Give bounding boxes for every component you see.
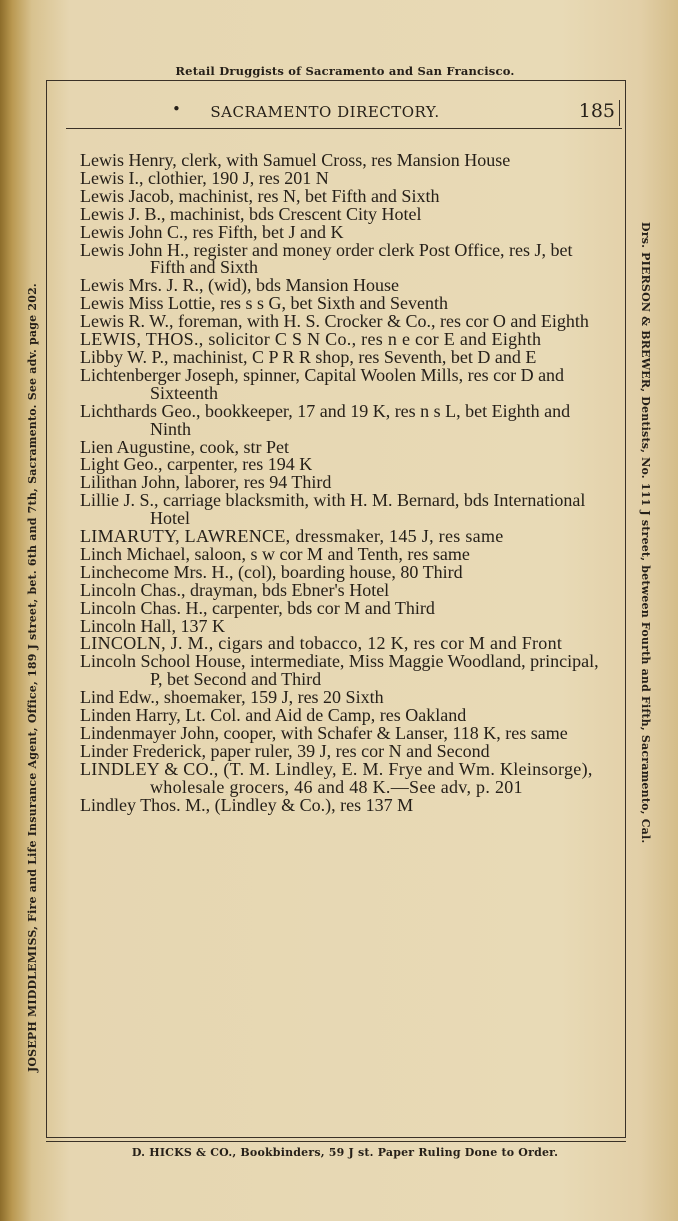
running-head — [60, 100, 620, 126]
directory-entry: Lillie J. S., carriage blacksmith, with H. M. Bernard, bds International Hotel — [80, 490, 586, 529]
footer-rule — [46, 1141, 626, 1142]
directory-entry: LINCOLN, J. M., cigars and tobacco, 12 K, res cor M and Front — [80, 633, 563, 654]
directory-entry: Lewis John C., res Fifth, bet J and K — [80, 221, 344, 242]
left-margin-advert: JOSEPH MIDDLEMISS, Fire and Life Insurance Agent, Office, 189 J street, bet. 6th and 7th, Sacramento. See adv. page 202. — [26, 283, 39, 1072]
directory-entry: Lewis Mrs. J. R., (wid), bds Mansion House — [80, 275, 399, 296]
directory-entry: Linder Frederick, paper ruler, 39 J, res cor N and Second — [80, 740, 490, 761]
directory-entry: Lien Augustine, cook, str Pet — [80, 436, 289, 457]
directory-entry: LINDLEY & CO., (T. M. Lindley, E. M. Frye and Wm. Kleinsorge), wholesale grocers, 46 and 48 K.—See adv, p. 201 — [80, 758, 593, 797]
directory-entry: Lewis John H., register and money order clerk Post Office, res J, bet Fifth and Sixth — [80, 239, 573, 278]
directory-entry: Lincoln Hall, 137 K — [80, 615, 225, 636]
directory-entry: Lilithan John, laborer, res 94 Third — [80, 472, 332, 493]
directory-entry: Linch Michael, saloon, s w cor M and Tenth, res same — [80, 543, 470, 564]
directory-entry: Lewis J. B., machinist, bds Crescent City Hotel — [80, 203, 422, 224]
top-advert-banner: Retail Druggists of Sacramento and San Francisco. — [175, 64, 515, 78]
directory-entry: Lind Edw., shoemaker, 159 J, res 20 Sixth — [80, 687, 384, 708]
directory-entry: Lewis I., clothier, 190 J, res 201 N — [80, 167, 329, 188]
directory-entry: LEWIS, THOS., solicitor C S N Co., res n e cor E and Eighth — [80, 329, 542, 350]
directory-entry: Lewis Henry, clerk, with Samuel Cross, res Mansion House — [80, 150, 511, 170]
directory-entry: Linchecome Mrs. H., (col), boarding house, 80 Third — [80, 561, 463, 582]
directory-entry: Lewis R. W., foreman, with H. S. Crocker & Co., res cor O and Eighth — [80, 311, 589, 332]
header-rule — [66, 128, 622, 129]
bottom-advert-banner: D. HICKS & CO., Bookbinders, 59 J st. Paper Ruling Done to Order. — [131, 1146, 559, 1159]
directory-entry: Lewis Jacob, machinist, res N, bet Fifth and Sixth — [80, 185, 440, 206]
right-margin-advert: Drs. PIERSON & BREWER, Dentists, No. 111 J street, between Fourth and Fifth, Sacramento, Cal. — [639, 222, 652, 844]
directory-entry: Light Geo., carpenter, res 194 K — [80, 454, 313, 475]
page-number: 185 — [579, 100, 620, 126]
directory-entry: Libby W. P., machinist, C P R R shop, res Seventh, bet D and E — [80, 346, 537, 367]
directory-entry: LIMARUTY, LAWRENCE, dressmaker, 145 J, res same — [80, 526, 504, 547]
directory-entry: Lincoln Chas., drayman, bds Ebner's Hotel — [80, 579, 390, 600]
running-title: SACRAMENTO DIRECTORY. — [210, 103, 440, 121]
directory-entry: Lindenmayer John, cooper, with Schafer & Lanser, 118 K, res same — [80, 723, 568, 743]
directory-entry: Lewis Miss Lottie, res s s G, bet Sixth and Seventh — [80, 293, 448, 314]
directory-entry: Lincoln School House, intermediate, Miss Maggie Woodland, principal, P, bet Second and Third — [80, 651, 599, 690]
running-head-dot: • — [172, 100, 181, 118]
directory-entry: Lincoln Chas. H., carpenter, bds cor M and Third — [80, 597, 435, 618]
directory-entry: Lindley Thos. M., (Lindley & Co.), res 137 M — [80, 794, 414, 815]
directory-entry: Linden Harry, Lt. Col. and Aid de Camp, res Oakland — [80, 705, 467, 726]
directory-entry: Lichtenberger Joseph, spinner, Capital Woolen Mills, res cor D and Sixteenth — [80, 364, 565, 403]
directory-entries — [76, 152, 608, 815]
directory-entry: Lichthards Geo., bookkeeper, 17 and 19 K, res n s L, bet Eighth and Ninth — [80, 400, 571, 439]
